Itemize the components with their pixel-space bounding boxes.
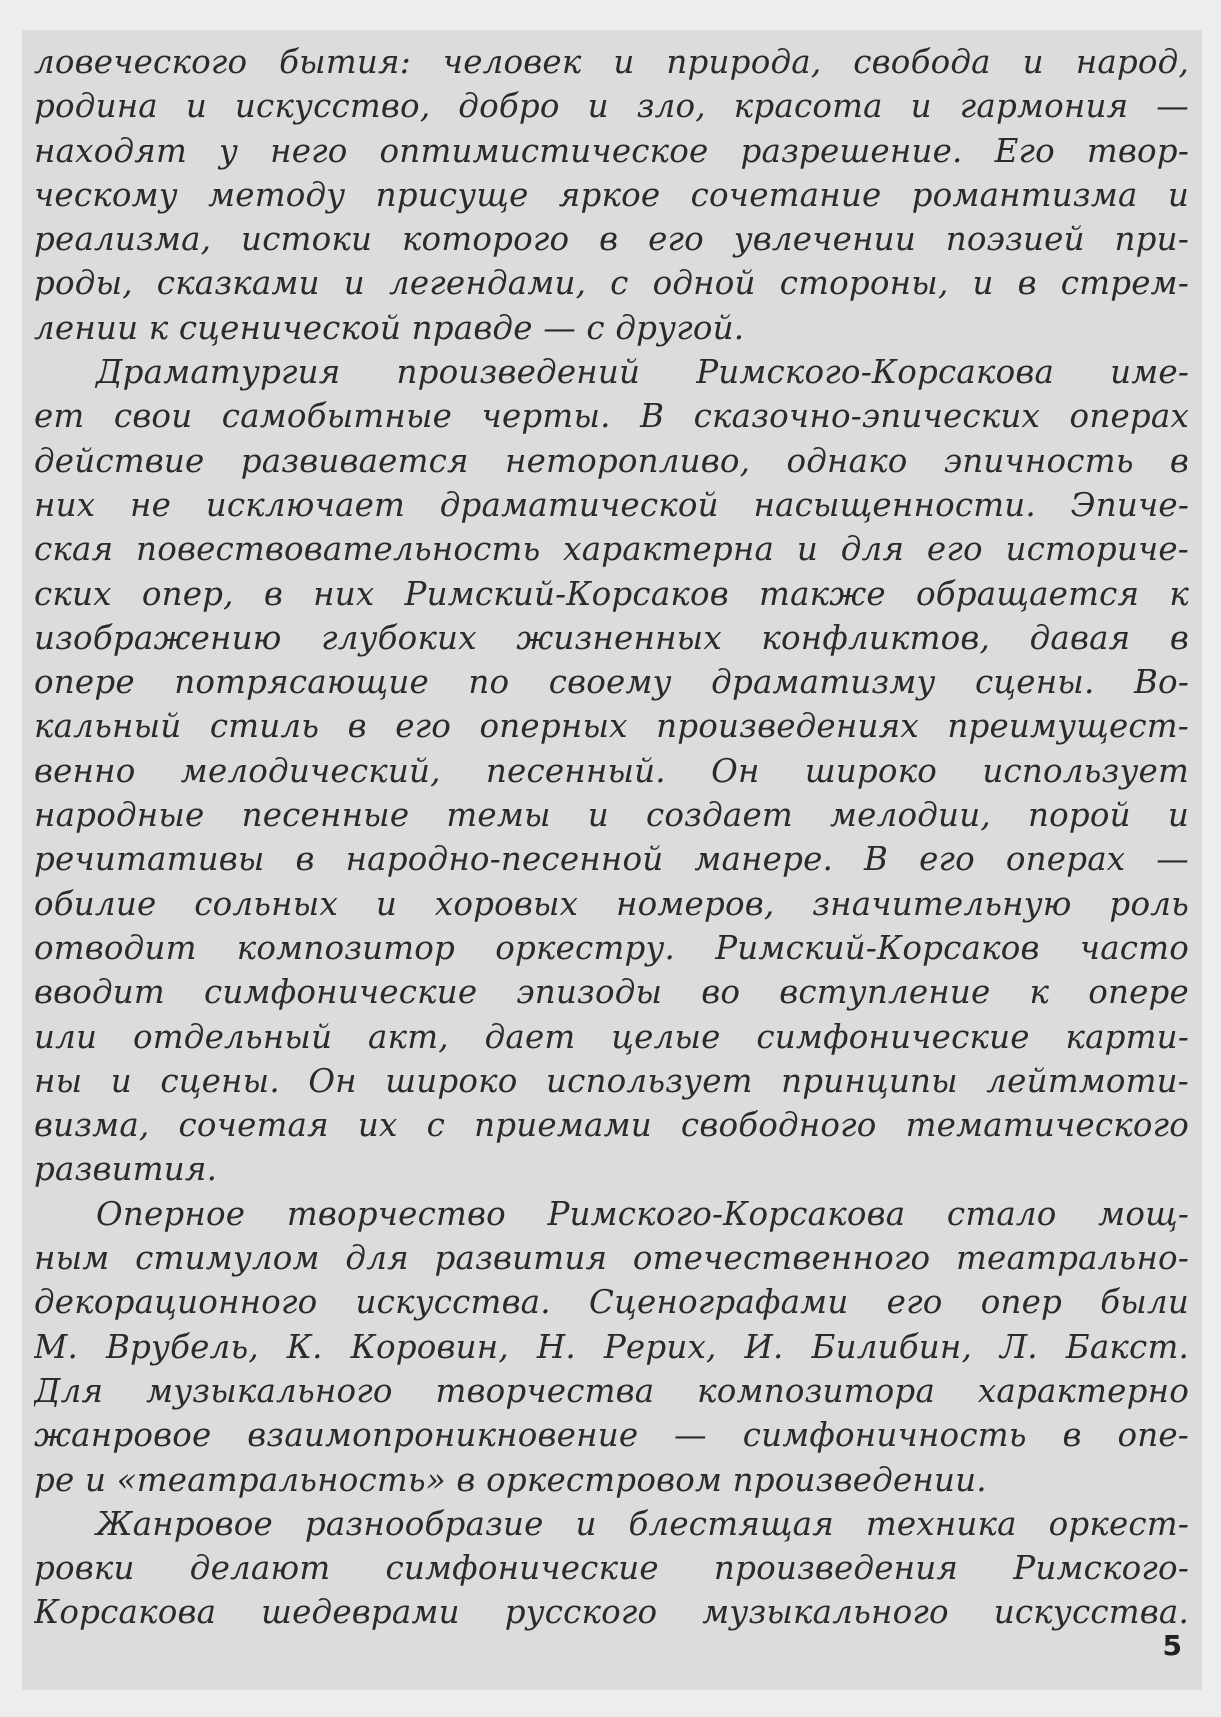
book-page: [22, 30, 1202, 1690]
text-line: ным стимулом для развития отечественного театрально-: [34, 1239, 1189, 1278]
text-line: декорационного искусства. Сценографами его опер были: [34, 1283, 1189, 1322]
text-line: отводит композитор оркестру. Римский-Корсаков часто: [34, 928, 1189, 967]
body-text: [34, 40, 1189, 1635]
text-line: развития.: [34, 1150, 218, 1189]
text-line: ет свои самобытные черты. В сказочно-эпических операх: [34, 397, 1189, 436]
page-number: 5: [1162, 1629, 1182, 1662]
paragraph-2: [34, 350, 1189, 1192]
text-line: лении к сценической правде — с другой.: [34, 308, 745, 347]
text-line: Драматургия произведений Римского-Корсакова име-: [96, 353, 1189, 392]
text-line: роды, сказками и легендами, с одной стороны, и в стрем-: [34, 264, 1189, 303]
text-line: изображению глубоких жизненных конфликтов, давая в: [34, 618, 1189, 657]
text-line: них не исключает драматической насыщенности. Эпиче-: [34, 485, 1189, 524]
text-line: обилие сольных и хоровых номеров, значительную роль: [34, 884, 1189, 923]
text-line: или отдельный акт, дает целые симфонические карти-: [34, 1017, 1189, 1056]
text-line: реализма, истоки которого в его увлечении поэзией при-: [34, 220, 1189, 259]
paragraph-3: [34, 1192, 1189, 1502]
text-line: действие развивается неторопливо, однако эпичность в: [34, 441, 1189, 480]
text-line: Для музыкального творчества композитора характерно: [34, 1371, 1189, 1410]
text-line: жанровое взаимопроникновение — симфоничность в опе-: [34, 1416, 1189, 1455]
text-line: Оперное творчество Римского-Корсакова стало мощ-: [96, 1194, 1189, 1233]
text-line: находят у него оптимистическое разрешение. Его твор-: [34, 131, 1189, 170]
text-line: ловеческого бытия: человек и природа, свобода и народ,: [34, 43, 1189, 81]
text-line: вводит симфонические эпизоды во вступление к опере: [34, 973, 1189, 1012]
text-line: визма, сочетая их с приемами свободного тематического: [34, 1106, 1189, 1145]
text-line: ны и сцены. Он широко использует принципы лейтмоти-: [34, 1061, 1189, 1100]
text-line: опере потрясающие по своему драматизму сцены. Во-: [34, 663, 1189, 702]
text-line: родина и искусство, добро и зло, красота и гармония —: [34, 87, 1189, 126]
paragraph-1: [34, 40, 1189, 350]
text-line: венно мелодический, песенный. Он широко использует: [34, 751, 1189, 790]
text-line: М. Врубель, К. Коровин, Н. Рерих, И. Билибин, Л. Бакст.: [34, 1327, 1189, 1366]
text-line: ских опер, в них Римский-Корсаков также обращается к: [34, 574, 1189, 613]
text-line: Жанровое разнообразие и блестящая техника оркест-: [96, 1504, 1189, 1543]
text-line: речитативы в народно-песенной манере. В его операх —: [34, 840, 1189, 879]
text-line: Корсакова шедеврами русского музыкального искусства.: [34, 1593, 1189, 1632]
text-line: кальный стиль в его оперных произведениях преимущест-: [34, 707, 1189, 746]
text-line: народные песенные темы и создает мелодии, порой и: [34, 796, 1189, 835]
text-line: ровки делают симфонические произведения Римского-: [34, 1549, 1189, 1588]
paragraph-4: [34, 1502, 1189, 1635]
text-line: ческому методу присуще яркое сочетание романтизма и: [34, 175, 1189, 214]
text-line: ре и «театральность» в оркестровом произведении.: [34, 1460, 987, 1499]
text-line: ская повествовательность характерна и для его историче-: [34, 530, 1189, 569]
